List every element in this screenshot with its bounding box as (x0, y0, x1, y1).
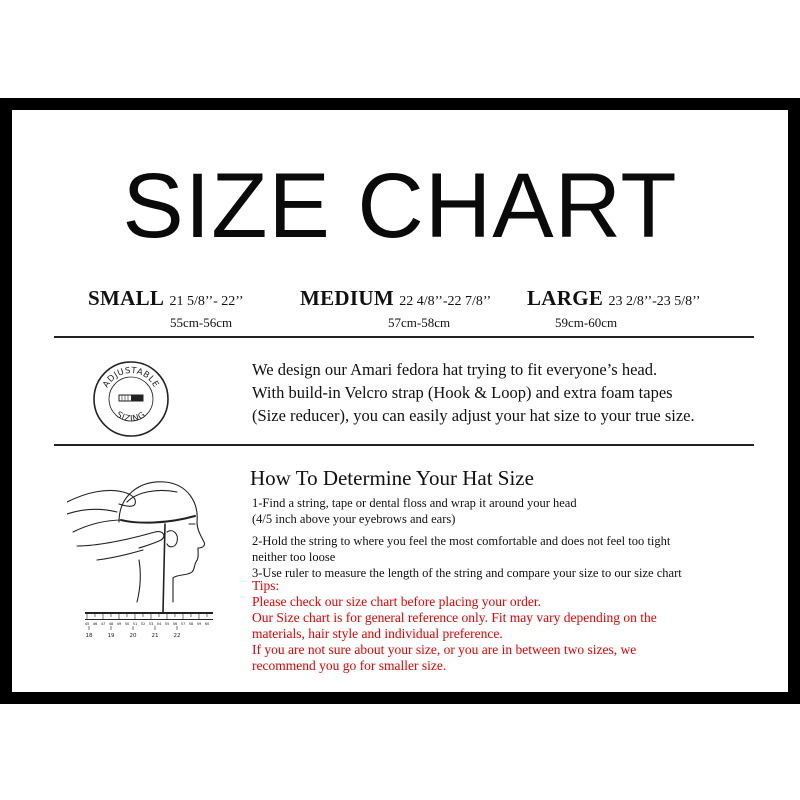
tip-line: If you are not sure about your size, or you are in between two sizes, we (252, 642, 637, 657)
ruler-cm-label: 51 (132, 622, 138, 626)
ruler-cm-label: 56 (172, 622, 178, 626)
size-inches: 23 2/8’’-23 5/8’’ (608, 294, 701, 309)
description-line: (Size reducer), you can easily adjust your hat size to your true size. (252, 406, 695, 425)
description-line: We design our Amari fedora hat trying to fit everyone’s head. (252, 360, 658, 379)
size-label: LARGE (527, 286, 604, 310)
ruler-inch-label: 22 (173, 633, 181, 639)
ruler-icon (85, 612, 213, 639)
size-cm: 57cm-58cm (388, 315, 451, 330)
step-line: neither too loose (252, 550, 336, 564)
description-line: With build-in Velcro strap (Hook & Loop) and extra foam tapes (252, 383, 673, 402)
size-inches: 22 4/8’’-22 7/8’’ (399, 294, 492, 309)
ruler-cm-label: 60 (204, 622, 210, 626)
ruler-inch-label: 20 (129, 633, 137, 639)
size-medium (300, 286, 492, 330)
ruler-cm-label: 59 (196, 622, 202, 626)
tips-block (252, 578, 772, 674)
how-to-steps (252, 495, 772, 581)
divider (54, 336, 754, 338)
ruler-cm-label: 46 (92, 622, 98, 626)
divider (54, 444, 754, 446)
tip-line: Our Size chart is for general reference only. Fit may vary depending on the (252, 610, 657, 625)
step-line: 1-Find a string, tape or dental floss and wrap it around your head (252, 496, 577, 510)
ruler-inch-label: 21 (151, 633, 159, 639)
tip-line: materials, hair style and individual preference. (252, 626, 503, 641)
size-cm: 59cm-60cm (555, 315, 618, 330)
fit-description (252, 358, 772, 427)
ruler-cm-label: 54 (156, 622, 162, 626)
size-cm: 55cm-56cm (170, 315, 233, 330)
ruler-cm-label: 49 (116, 622, 122, 626)
ruler-cm-label: 50 (124, 622, 130, 626)
ruler-cm-label: 57 (180, 622, 186, 626)
ruler-cm-label: 52 (140, 622, 146, 626)
size-label: MEDIUM (300, 286, 394, 310)
ruler-cm-label: 47 (100, 622, 106, 626)
chart-panel (12, 110, 788, 692)
chart-frame (0, 98, 800, 704)
head-measuring-illustration-icon (67, 462, 227, 642)
adjustable-sizing-badge-icon (92, 360, 170, 438)
step-line: 3-Use ruler to measure the length of the string and compare your size to our size chart (252, 566, 682, 580)
tip-line: Please check our size chart before placing your order. (252, 594, 541, 609)
tips-heading: Tips: (252, 578, 280, 593)
ruler-cm-label: 55 (164, 622, 170, 626)
ruler-cm-label: 48 (108, 622, 114, 626)
step-line: 2-Hold the string to where you feel the most comfortable and does not feel too tight (252, 534, 671, 548)
tip-line: recommend you go for smaller size. (252, 658, 447, 673)
size-large (527, 286, 701, 330)
ruler-inch-label: 18 (85, 633, 93, 639)
svg-text:SIZING (114, 410, 148, 425)
size-label: SMALL (88, 286, 165, 310)
size-inches: 21 5/8’’- 22’’ (169, 294, 244, 309)
size-small (88, 286, 244, 330)
ruler-inch-label: 19 (107, 633, 115, 639)
page-title: SIZE CHART (122, 155, 678, 257)
ruler-cm-label: 45 (84, 622, 90, 626)
badge-bottom-text: SIZING (114, 409, 148, 425)
how-to-title: How To Determine Your Hat Size (250, 466, 534, 490)
badge-top-text: ADJUSTABLE (101, 365, 161, 390)
step-line: (4/5 inch above your eyebrows and ears) (252, 512, 456, 526)
ruler-cm-label: 53 (148, 622, 154, 626)
ruler-cm-label: 58 (188, 622, 194, 626)
